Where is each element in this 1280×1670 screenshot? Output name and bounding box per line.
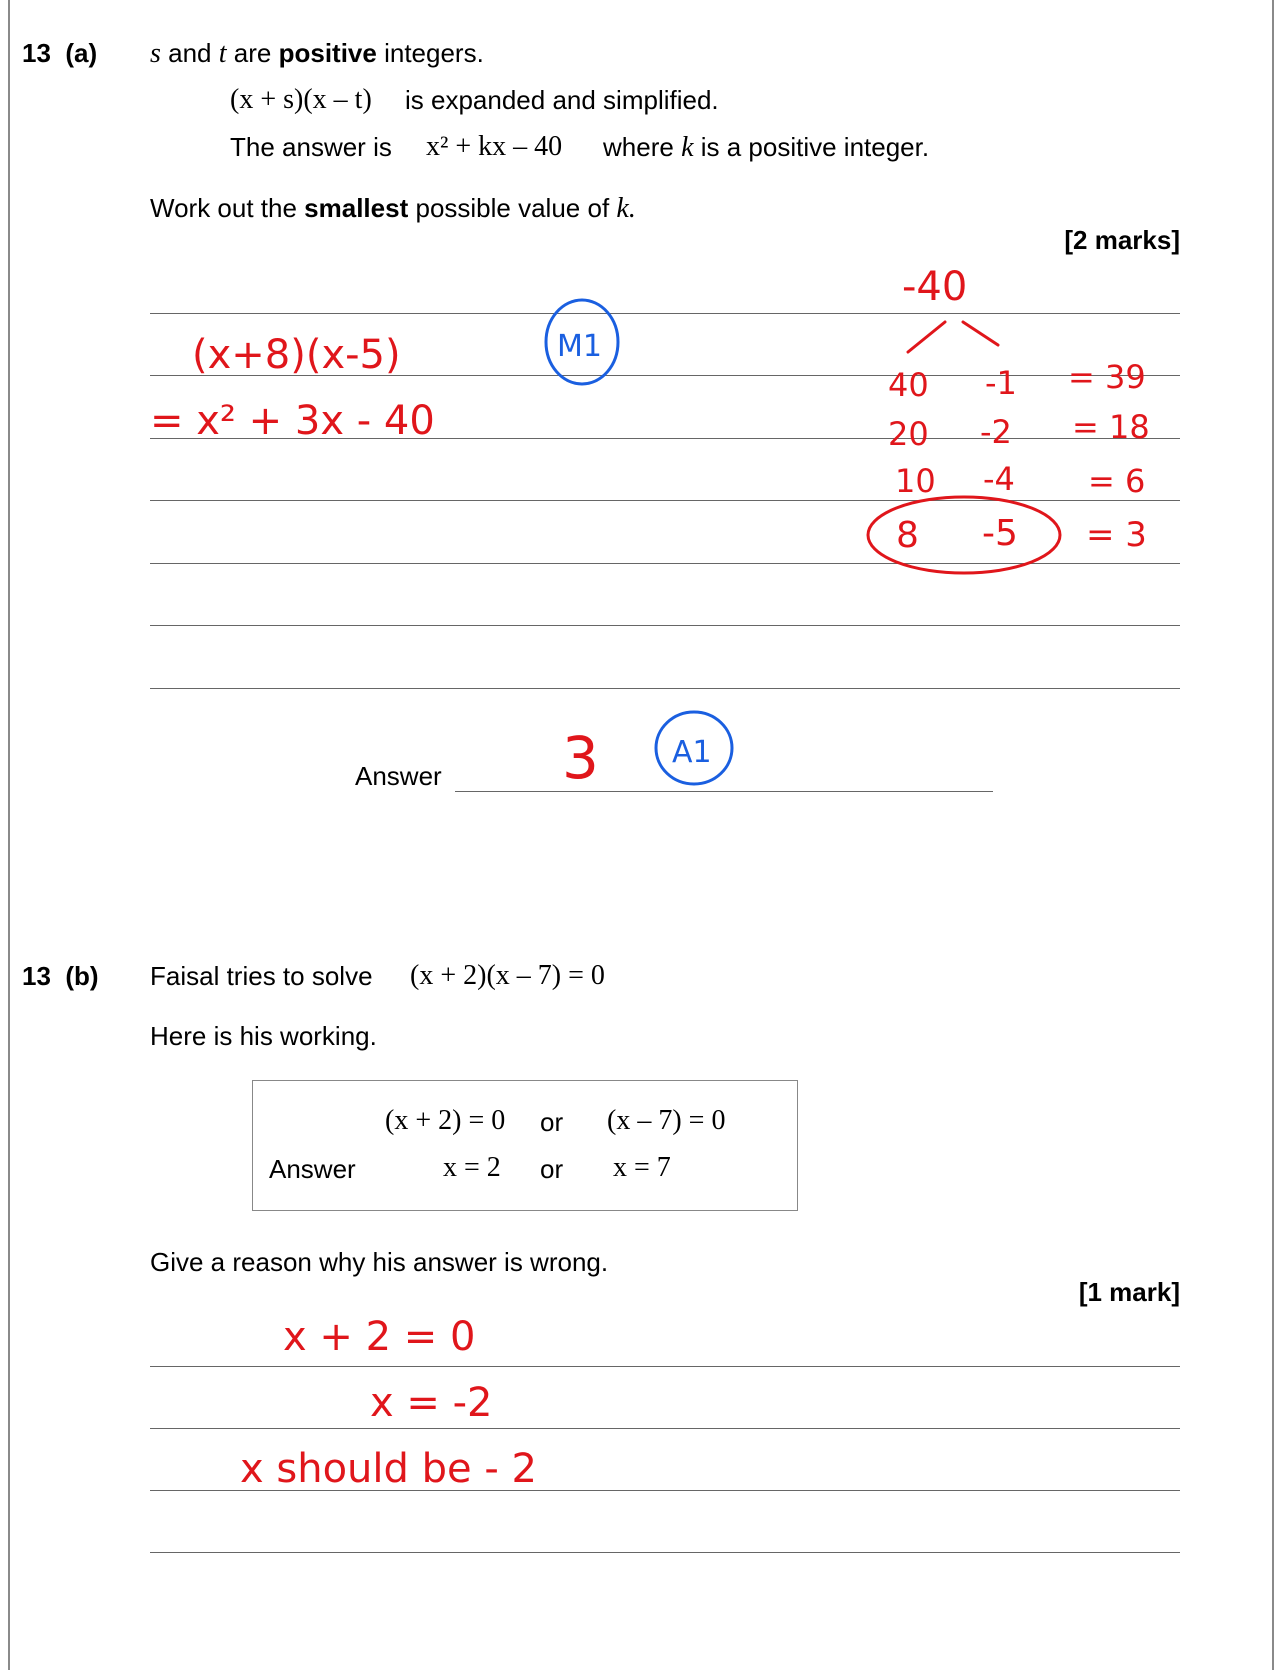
- factor-pair-sum: = 18: [1072, 408, 1150, 446]
- q13a-instruction: Work out the smallest possible value of k.: [150, 193, 636, 224]
- factor-pair-a: 20: [888, 415, 929, 453]
- mark-a1: A1: [672, 735, 712, 770]
- factor-pair-a: 8: [896, 515, 919, 556]
- q13b-equation: (x + 2)(x – 7) = 0: [410, 960, 605, 991]
- answer-label: Answer: [355, 761, 442, 791]
- expression-description: is expanded and simplified.: [405, 85, 719, 115]
- working-equation-1: (x + 2) = 0: [385, 1105, 506, 1136]
- factor-pair-b: -5: [982, 513, 1018, 554]
- expression: (x + s)(x – t): [230, 84, 372, 115]
- q13b-marks: [1 mark]: [1078, 1277, 1180, 1307]
- factor-pair-a: 10: [895, 462, 936, 500]
- handwritten-answer: 3: [562, 724, 599, 792]
- handwritten-factorisation: (x+8)(x-5): [192, 332, 401, 378]
- factor-pair-b: -1: [985, 364, 1017, 402]
- factor-pair-sum: = 39: [1068, 358, 1146, 396]
- working-equation-2: (x – 7) = 0: [607, 1105, 726, 1136]
- factor-pair-b: -4: [983, 460, 1015, 498]
- k-condition: where k is a positive integer.: [603, 132, 930, 163]
- mark-m1: M1: [557, 329, 602, 364]
- answer-is-label: The answer is: [230, 132, 392, 162]
- handwritten-reason-line-2: x = -2: [370, 1380, 493, 1426]
- q13a-marks: [2 marks]: [1064, 225, 1180, 255]
- handwritten-reason-line-3: x should be - 2: [240, 1446, 537, 1492]
- q13a-statement: s and t are positive integers.: [150, 38, 484, 69]
- handwritten-reason-line-1: x + 2 = 0: [283, 1314, 476, 1360]
- handwritten-expansion: = x² + 3x - 40: [150, 398, 435, 444]
- q13b-intro: Faisal tries to solve: [150, 961, 373, 991]
- answer-expression: x² + kx – 40: [426, 131, 563, 162]
- factor-pair-a: 40: [888, 366, 929, 404]
- working-or: or: [540, 1107, 564, 1137]
- q13b-here: Here is his working.: [150, 1021, 377, 1051]
- question-number: 13 (a): [22, 38, 98, 68]
- factor-pair-b: -2: [980, 413, 1012, 451]
- q13b-prompt: Give a reason why his answer is wrong.: [150, 1247, 609, 1277]
- working-solution-1: x = 2: [443, 1152, 501, 1183]
- question-number: 13 (b): [22, 961, 99, 991]
- factor-pair-sum: = 6: [1088, 462, 1146, 500]
- factor-tree-branches: [908, 322, 998, 352]
- working-answer-label: Answer: [269, 1154, 356, 1184]
- working-solution-2: x = 7: [613, 1152, 671, 1183]
- factor-pair-sum: = 3: [1086, 515, 1147, 555]
- handwritten-minus-40: -40: [902, 264, 968, 310]
- working-or: or: [540, 1154, 564, 1184]
